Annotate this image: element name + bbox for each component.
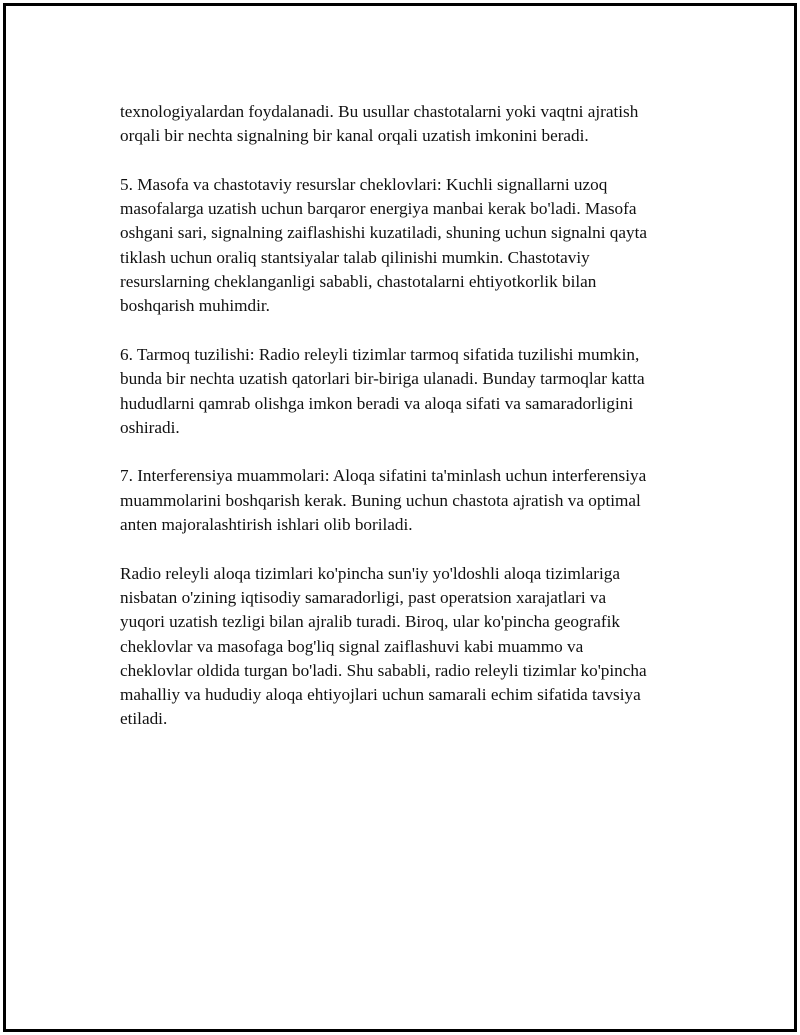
text-line: yuqori uzatish tezligi bilan ajralib turadi. Biroq, ular ko'pincha geografik (120, 612, 620, 632)
text-line: muammolarini boshqarish kerak. Buning uchun chastota ajratish va optimal (120, 490, 641, 510)
text-line: Radio releyli aloqa tizimlari ko'pincha sun'iy yo'ldoshli aloqa tizimlariga (120, 563, 620, 583)
paragraph-item-6 (120, 343, 710, 440)
text-line: 6. Tarmoq tuzilishi: Radio releyli tizimlar tarmoq sifatida tuzilishi mumkin, (120, 344, 640, 364)
paragraph-item-7 (120, 464, 710, 537)
text-line: cheklovlar va masofaga bog'liq signal zaiflashuvi kabi muammo va (120, 636, 584, 656)
paragraph-item-5 (120, 173, 710, 319)
text-line: 7. Interferensiya muammolari: Aloqa sifatini ta'minlash uchun interferensiya (120, 466, 647, 486)
text-line: etiladi. (120, 709, 168, 729)
text-line: oshiradi. (120, 417, 180, 437)
text-line: boshqarish muhimdir. (120, 296, 270, 316)
text-line: nisbatan o'zining iqtisodiy samaradorligi, past operatsion xarajatlari va (120, 587, 607, 607)
text-line: masofalarga uzatish uchun barqaror energiya manbai kerak bo'ladi. Masofa (120, 199, 637, 219)
paragraph-conclusion (120, 562, 710, 732)
text-line: tiklash uchun oraliq stantsiyalar talab qilinishi mumkin. Chastotaviy (120, 247, 590, 267)
text-line: bunda bir nechta uzatish qatorlari bir-biriga ulanadi. Bunday tarmoqlar katta (120, 369, 645, 389)
text-line: hududlarni qamrab olishga imkon beradi va aloqa sifati va samaradorligini (120, 393, 634, 413)
paragraph-intro-continuation (120, 100, 710, 149)
text-line: orqali bir nechta signalning bir kanal orqali uzatish imkonini beradi. (120, 126, 589, 146)
text-line: mahalliy va hududiy aloqa ehtiyojlari uchun samarali echim sifatida tavsiya (120, 685, 641, 705)
text-line: resurslarning cheklanganligi sababli, chastotalarni ehtiyotkorlik bilan (120, 272, 597, 292)
text-line: oshgani sari, signalning zaiflashishi kuzatiladi, shuning uchun signalni qayta (120, 223, 647, 243)
document-body (120, 100, 710, 756)
text-line: cheklovlar oldida turgan bo'ladi. Shu sababli, radio releyli tizimlar ko'pincha (120, 660, 647, 680)
page-frame (3, 3, 797, 1032)
text-line: anten majoralashtirish ishlari olib boriladi. (120, 515, 413, 535)
text-line: 5. Masofa va chastotaviy resurslar cheklovlari: Kuchli signallarni uzoq (120, 174, 608, 194)
text-line: texnologiyalardan foydalanadi. Bu usullar chastotalarni yoki vaqtni ajratish (120, 102, 639, 121)
